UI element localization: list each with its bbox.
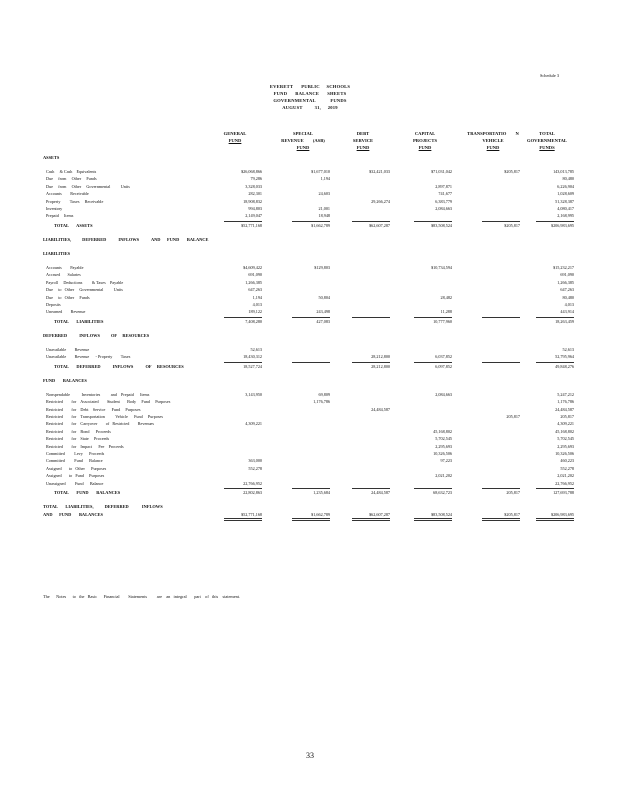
row-label: TOTAL FUND BALANCES [54, 490, 121, 496]
row-label: Assigned to Fund Purposes [46, 473, 105, 479]
cell-value: 24,484,587 [555, 406, 574, 412]
column-header-2 [332, 131, 394, 151]
table-row [0, 398, 618, 405]
cell-value: 2,084,663 [435, 391, 452, 397]
cell-value: 552,278 [248, 465, 262, 471]
column-header-line: GOVERNMENTAL [527, 137, 567, 143]
column-header-5 [516, 131, 578, 151]
report-titles [200, 83, 420, 111]
cell-value: 460,223 [560, 458, 574, 464]
column-header-0 [204, 131, 266, 145]
row-label: Due to Other Governmental Units [46, 287, 123, 293]
double-rule [536, 520, 574, 521]
cell-value: 11,288 [440, 309, 452, 315]
cell-value: 4,013 [252, 302, 262, 308]
row-label: Committed Levy Proceeds [46, 451, 105, 457]
total-row [0, 503, 618, 510]
cell-value: 6,226,904 [557, 183, 574, 189]
cell-value: 68,632,723 [433, 490, 452, 496]
row-label: Due from Other Funds [46, 176, 97, 182]
table-row [0, 480, 618, 487]
cell-value: 127,693,788 [553, 490, 574, 496]
table-row [0, 264, 618, 271]
total-row [0, 363, 618, 370]
column-header-line: TRANSPORTATIO N [467, 131, 519, 136]
footnote: The Notes to the Basic Financial Statements are an integral part of this statement. [43, 594, 241, 599]
cell-value: 1,176,786 [313, 399, 330, 405]
row-label: Restricted for State Proceeds [46, 436, 110, 442]
cell-value: $83,508,524 [431, 222, 452, 228]
cell-value: $71,031,042 [431, 169, 452, 175]
cell-value: 2,021,202 [435, 473, 452, 479]
row-label: Committed Fund Balance [46, 458, 103, 464]
cell-value: $10,734,594 [431, 265, 452, 271]
table-row [0, 198, 618, 205]
cell-value: $52,771,168 [241, 511, 262, 517]
cell-value: 691,090 [248, 272, 262, 278]
cell-value: 205,817 [560, 414, 574, 420]
cell-value: 2,897,871 [435, 183, 452, 189]
cell-value: 52,613 [562, 346, 574, 352]
table-row [0, 279, 618, 286]
cell-value: 205,817 [506, 490, 520, 496]
row-label: ASSETS [43, 155, 60, 160]
table-row [0, 301, 618, 308]
cell-value: $32,421,033 [369, 169, 390, 175]
row-label: Restricted for Impact Fee Proceeds [46, 443, 124, 449]
cell-value: $83,508,524 [431, 511, 452, 517]
table-row [0, 346, 618, 353]
cell-value: $1,662,789 [311, 511, 330, 517]
schedule-label: Schedule 3 [540, 73, 559, 78]
cell-value: 2,295,693 [557, 443, 574, 449]
cell-value: $206,983,695 [550, 222, 574, 228]
row-label: TOTAL DEFERRED INFLOWS OF RESOURCES [54, 363, 184, 369]
table-row [0, 168, 618, 175]
cell-value: 52,613 [250, 346, 262, 352]
column-header-line: SPECIAL [293, 131, 313, 136]
table-row [0, 420, 618, 427]
cell-value: $206,983,695 [550, 511, 574, 517]
double-rule [414, 520, 452, 521]
table-row [0, 190, 618, 197]
cell-value: 10,326,506 [433, 451, 452, 457]
row-label: Accounts Receivable [46, 191, 89, 197]
cell-value: 28,212,800 [371, 363, 390, 369]
cell-value: 22,802,863 [243, 490, 262, 496]
cell-value: 2,149,047 [245, 213, 262, 219]
section-heading-row [0, 154, 618, 161]
table-row [0, 457, 618, 464]
table-row [0, 406, 618, 413]
table-row [0, 472, 618, 479]
cell-value: 6,383,779 [435, 198, 452, 204]
cell-value: 3,328,033 [245, 183, 262, 189]
row-label: Unassigned Fund Balance [46, 480, 104, 486]
total-row [0, 511, 618, 518]
row-label: LIABILITIES, DEFERRED INFLOWS AND FUND BALANCE [43, 236, 209, 242]
cell-value: 1,266,385 [557, 279, 574, 285]
column-header-line: CAPITAL [414, 131, 436, 136]
cell-value: $52,771,168 [241, 222, 262, 228]
cell-value: 10,326,506 [555, 451, 574, 457]
cell-value: $205,817 [504, 511, 520, 517]
cell-value: 4,013 [564, 302, 574, 308]
table-row [0, 435, 618, 442]
cell-value: 1,194 [252, 294, 262, 300]
row-label: Assigned to Other Purposes [46, 465, 107, 471]
column-header-line: SERVICE [352, 137, 374, 143]
double-rule [224, 520, 262, 521]
title-funds: GOVERNMENTAL FUNDS [273, 98, 347, 103]
cell-value: 4,309,221 [245, 421, 262, 427]
row-label: Restricted for Debt Service Fund Purposes [46, 406, 141, 412]
cell-value: $1,662,789 [311, 222, 330, 228]
cell-value: 10,777,960 [433, 318, 452, 324]
section-heading-row [0, 250, 618, 257]
column-header-1 [272, 131, 334, 151]
cell-value: $26,068,866 [241, 169, 262, 175]
cell-value: 18,527,724 [243, 363, 262, 369]
cell-value: 50,804 [318, 294, 330, 300]
column-header-line: GENERAL [223, 131, 247, 136]
row-label: Due to Other Funds [46, 294, 90, 300]
section-heading-row [0, 377, 618, 384]
row-label: Accounts Payable [46, 265, 84, 271]
cell-value: 80,480 [562, 176, 574, 182]
cell-value: 7,408,280 [245, 318, 262, 324]
cell-value: 2,021,202 [557, 473, 574, 479]
cell-value: 80,480 [562, 294, 574, 300]
row-label: Restricted for Associated Student Body Fund Purposes [46, 399, 171, 405]
cell-value: 28,482 [440, 294, 452, 300]
cell-value: 2,084,663 [435, 206, 452, 212]
cell-value: 1,028,609 [557, 191, 574, 197]
cell-value: 189,122 [248, 309, 262, 315]
section-heading-row [0, 236, 618, 243]
title-district: EVERETT PUBLIC SCHOOLS [269, 84, 351, 89]
cell-value: 4,309,221 [557, 421, 574, 427]
cell-value: 741,677 [438, 191, 452, 197]
row-label: Restricted for Bond Proceeds [46, 428, 111, 434]
column-header-line: VEHICLE [482, 137, 504, 143]
title-date: AUGUST 31, 2019 [282, 105, 338, 110]
cell-value: 22,766,952 [243, 480, 262, 486]
cell-value: 97,223 [440, 458, 452, 464]
row-label: Prepaid Items [46, 213, 74, 219]
cell-value: 4,080,417 [557, 206, 574, 212]
cell-value: 691,090 [560, 272, 574, 278]
row-label: Unavailable Revenue - Property Taxes [46, 354, 131, 360]
column-header-line: REVENUE (ASB) [281, 137, 325, 143]
cell-value: 552,278 [560, 465, 574, 471]
cell-value: 49,848,276 [555, 363, 574, 369]
page-number: 33 [306, 751, 314, 760]
row-label: DEFERRED INFLOWS OF RESOURCES [43, 332, 150, 338]
total-row [0, 222, 618, 229]
cell-value: 18,430,312 [243, 354, 262, 360]
cell-value: 2,168,995 [557, 213, 574, 219]
table-row [0, 183, 618, 190]
row-label: TOTAL LIABILITIES [54, 318, 104, 324]
column-header-line: DEBT [356, 131, 370, 136]
cell-value: 2,295,693 [435, 443, 452, 449]
table-row [0, 286, 618, 293]
column-header-line: PROJECTS [413, 137, 437, 143]
cell-value: 243,498 [316, 309, 330, 315]
cell-value: 22,766,952 [555, 480, 574, 486]
column-header-line: FUND [356, 144, 370, 150]
cell-value: $205,817 [504, 222, 520, 228]
table-row [0, 353, 618, 360]
cell-value: 363,000 [248, 458, 262, 464]
cell-value: 45,168,802 [433, 428, 452, 434]
table-row [0, 308, 618, 315]
cell-value: 1,235,684 [313, 490, 330, 496]
column-header-3 [394, 131, 456, 151]
cell-value: 18,908,832 [243, 198, 262, 204]
title-statement: FUND BALANCE SHEETS [273, 91, 347, 96]
double-rule [292, 520, 330, 521]
cell-value: 427,083 [316, 318, 330, 324]
cell-value: 647,263 [248, 287, 262, 293]
cell-value: 69,809 [318, 391, 330, 397]
total-row [0, 318, 618, 325]
total-row [0, 489, 618, 496]
table-row [0, 391, 618, 398]
cell-value: 282,301 [248, 191, 262, 197]
row-label: TOTAL LIABILITIES, DEFERRED INFLOWS [43, 504, 163, 510]
row-label: LIABILITIES [43, 250, 71, 256]
table-row [0, 175, 618, 182]
cell-value: 5,247,212 [557, 391, 574, 397]
table-row [0, 294, 618, 301]
table-row [0, 413, 618, 420]
cell-value: $15,232,217 [553, 265, 574, 271]
column-header-4 [462, 131, 524, 151]
cell-value: 205,817 [506, 414, 520, 420]
column-header-line: FUND [296, 144, 310, 150]
double-rule [482, 520, 520, 521]
column-header-line: TOTAL [539, 131, 555, 136]
row-label: Property Taxes Receivable [46, 198, 104, 204]
cell-value: 45,168,802 [555, 428, 574, 434]
row-label: Payroll Deductions & Taxes Payable [46, 279, 124, 285]
row-label: Due from Other Governmental Units [46, 183, 130, 189]
column-header-line: FUND [418, 144, 432, 150]
cell-value: 5,702,545 [435, 436, 452, 442]
row-label: Restricted for Transportation Vehicle Fund Purposes [46, 414, 164, 420]
cell-value: 143,013,785 [553, 169, 574, 175]
cell-value: $205,817 [504, 169, 520, 175]
table-row [0, 465, 618, 472]
row-label: Accrued Salaries [46, 272, 81, 278]
cell-value: 24,484,587 [371, 406, 390, 412]
cell-value: 443,914 [560, 309, 574, 315]
cell-value: $62,607,287 [369, 222, 390, 228]
cell-value: 18,948 [318, 213, 330, 219]
row-label: Cash & Cash Equivalents [46, 169, 97, 175]
cell-value: 3,143,950 [245, 391, 262, 397]
row-label: AND FUND BALANCES [43, 511, 103, 517]
row-label: TOTAL ASSETS [54, 222, 93, 228]
section-heading-row [0, 332, 618, 339]
cell-value: 24,484,587 [371, 490, 390, 496]
cell-value: 79,286 [250, 176, 262, 182]
cell-value: $62,607,287 [369, 511, 390, 517]
table-row [0, 428, 618, 435]
cell-value: 1,176,786 [557, 399, 574, 405]
row-label: FUND BALANCES [43, 377, 87, 383]
cell-value: 1,194 [320, 176, 330, 182]
cell-value: 52,795,964 [555, 354, 574, 360]
row-label: Unearned Revenue [46, 309, 86, 315]
table-row [0, 212, 618, 219]
cell-value: 21,001 [318, 206, 330, 212]
column-header-line: FUNDS [539, 144, 555, 150]
cell-value: 994,803 [248, 206, 262, 212]
cell-value: 6,037,852 [435, 354, 452, 360]
cell-value: 24,603 [318, 191, 330, 197]
row-label: Restricted for Carryover of Restricted Revenues [46, 421, 155, 427]
table-row [0, 271, 618, 278]
cell-value: 28,212,800 [371, 354, 390, 360]
cell-value: 51,328,387 [555, 198, 574, 204]
column-header-line: FUND [486, 144, 500, 150]
cell-value: 1,266,385 [245, 279, 262, 285]
table-row [0, 205, 618, 212]
row-label: Nonspendable Inventories and Prepaid Items [46, 391, 150, 397]
row-label: Inventory [46, 206, 63, 212]
row-label: Unavailable Revenue [46, 346, 90, 352]
cell-value: 647,263 [560, 287, 574, 293]
double-rule [352, 520, 390, 521]
table-row [0, 450, 618, 457]
cell-value: 29,266,274 [371, 198, 390, 204]
cell-value: 18,263,459 [555, 318, 574, 324]
row-label: Deposits [46, 302, 61, 308]
cell-value: 5,702,545 [557, 436, 574, 442]
column-header-line: FUND [228, 137, 242, 143]
cell-value: $129,803 [314, 265, 330, 271]
cell-value: 6,097,852 [435, 363, 452, 369]
cell-value: $4,609,422 [243, 265, 262, 271]
cell-value: $1,677,010 [311, 169, 330, 175]
table-row [0, 443, 618, 450]
